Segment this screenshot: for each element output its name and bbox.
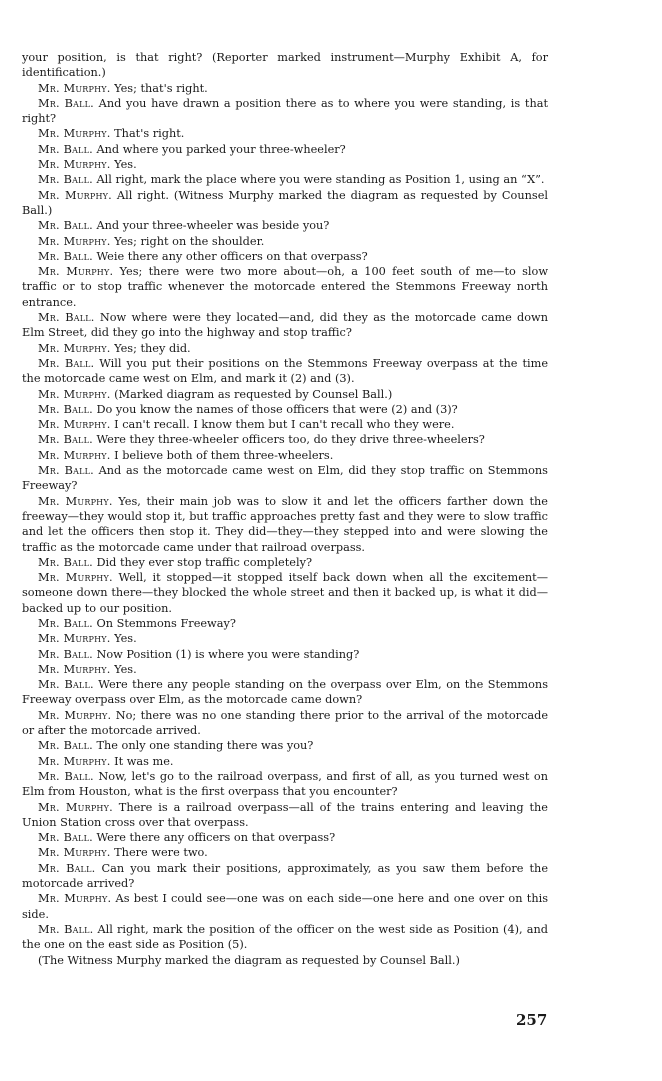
paragraph-text: Well, it stopped—it stopped itself back down when all the excitement—someone down there—they blocked the whole street and then it backed up, is what it did—backed up to our position. — [22, 571, 548, 615]
paragraph-text: Yes; there were two more about—oh, a 100 feet south of me—to slow traffic or to stop traffic whenever the motorcade entered the Stemmons Freeway north entrance. — [22, 265, 548, 309]
speaker-label: Mr. Ball. — [38, 402, 93, 416]
transcript-paragraph — [22, 157, 548, 172]
paragraph-text: Weie there any other officers on that overpass? — [96, 249, 368, 263]
paragraph-text: Now Position (1) is where you were standing? — [96, 647, 360, 661]
speaker-label: Mr. Ball. — [38, 464, 94, 478]
transcript-paragraph — [22, 81, 548, 96]
paragraph-text: No; there was no one standing there prior to the arrival of the motorcade or after the motorcade arrived. — [22, 708, 548, 738]
paragraph-text: On Stemmons Freeway? — [96, 616, 236, 630]
transcript-paragraph — [22, 953, 548, 968]
paragraph-text: Yes. — [114, 158, 137, 172]
transcript-paragraph — [22, 249, 548, 264]
transcript-paragraph — [22, 463, 548, 494]
speaker-label: Mr. Ball. — [38, 142, 93, 156]
speaker-label: Mr. Ball. — [38, 249, 93, 263]
paragraph-text: All right. (Witness Murphy marked the diagram as requested by Counsel Ball.) — [22, 188, 548, 217]
speaker-label: Mr. Ball. — [38, 356, 95, 370]
paragraph-text: Yes, their main job was to slow it and let the officers farther down the freeway—they would stop it, but traffic approaches pretty fast and they were to slow traffic and let the officers then stop it. They did—they—they stepped into and were slowing the traffic as the motorcade came under that railroad overpass. — [22, 494, 548, 554]
speaker-label: Mr. Murphy. — [38, 127, 111, 141]
transcript-paragraph — [22, 861, 548, 892]
transcript-paragraph — [22, 417, 548, 432]
paragraph-text: Were there any people standing on the overpass over Elm, on the Stemmons Freeway overpass over Elm, as the motorcade came down? — [22, 678, 549, 707]
speaker-label: Mr. Ball. — [38, 678, 94, 692]
transcript-paragraph — [22, 234, 548, 249]
speaker-label: Mr. Murphy. — [38, 632, 111, 646]
speaker-label: Mr. Ball. — [38, 616, 93, 630]
paragraph-text: There is a railroad overpass—all of the trains entering and leaving the Union Station cross over that overpass. — [22, 800, 548, 829]
transcript-paragraph — [22, 494, 548, 555]
speaker-label: Mr. Murphy. — [38, 188, 112, 202]
transcript-paragraph — [22, 448, 548, 463]
speaker-label: Mr. Murphy. — [38, 571, 113, 585]
transcript-paragraph — [22, 845, 548, 860]
transcript-paragraph — [22, 218, 548, 233]
speaker-label: Mr. Ball. — [38, 311, 95, 325]
paragraph-text: As best I could see—one was on each side—one here and one over on this side. — [22, 892, 548, 921]
speaker-label: Mr. Murphy. — [38, 265, 114, 279]
paragraph-text: Will you put their positions on the Stemmons Freeway overpass at the time the motorcade came west on Elm, and mark it (2) and (3). — [22, 356, 549, 386]
transcript-paragraph — [22, 754, 548, 769]
speaker-label: Mr. Murphy. — [38, 662, 111, 676]
transcript-paragraph — [22, 922, 548, 953]
speaker-label: Mr. Ball. — [38, 861, 96, 875]
paragraph-text: Yes; they did. — [114, 341, 191, 355]
transcript-paragraph — [22, 570, 548, 616]
speaker-label: Mr. Murphy. — [38, 341, 111, 355]
paragraph-text: Yes. — [114, 632, 137, 646]
speaker-label: Mr. Ball. — [38, 96, 94, 110]
speaker-label: Mr. Murphy. — [38, 448, 111, 462]
speaker-label: Mr. Murphy. — [38, 800, 113, 814]
paragraph-text: Were there any officers on that overpass? — [96, 831, 336, 845]
speaker-label: Mr. Murphy. — [38, 708, 112, 722]
transcript-paragraph — [22, 830, 548, 845]
paragraph-text: And as the motorcade came west on Elm, did they stop traffic on Stemmons Freeway? — [22, 464, 548, 493]
transcript-paragraph — [22, 616, 548, 631]
speaker-label: Mr. Murphy. — [38, 234, 111, 248]
transcript-paragraph — [22, 631, 548, 646]
speaker-label: Mr. Ball. — [38, 739, 93, 753]
transcript-paragraph — [22, 96, 548, 127]
transcript-paragraph — [22, 356, 548, 387]
page-number: 257 — [516, 1011, 548, 1029]
speaker-label: Mr. Murphy. — [38, 418, 111, 432]
transcript-paragraph — [22, 387, 548, 402]
speaker-label: Mr. Ball. — [38, 647, 93, 661]
transcript-paragraph — [22, 402, 548, 417]
paragraph-text: Do you know the names of those officers that were (2) and (3)? — [96, 402, 458, 416]
paragraph-text: There were two. — [114, 846, 208, 860]
paragraph-text: I can't recall. I know them but I can't recall who they were. — [114, 418, 455, 432]
speaker-label: Mr. Murphy. — [38, 387, 111, 401]
speaker-label: Mr. Ball. — [38, 831, 93, 845]
transcript-paragraph — [22, 310, 548, 341]
transcript-paragraph — [22, 50, 548, 81]
paragraph-text: That's right. — [114, 127, 185, 141]
paragraph-text: All right, mark the place where you were standing as Position 1, using an “X”. — [96, 173, 545, 187]
transcript-paragraph — [22, 708, 548, 739]
speaker-label: Mr. Ball. — [38, 433, 93, 447]
transcript-paragraph — [22, 264, 548, 310]
paragraph-text: And where you parked your three-wheeler? — [96, 142, 346, 156]
transcript-paragraph — [22, 647, 548, 662]
paragraph-text: Yes. — [114, 662, 137, 676]
transcript-paragraph — [22, 555, 548, 570]
speaker-label: Mr. Murphy. — [38, 158, 111, 172]
speaker-label: Mr. Murphy. — [38, 754, 111, 768]
paragraph-text: And your three-wheeler was beside you? — [96, 219, 330, 233]
speaker-label: Mr. Murphy. — [38, 494, 113, 508]
transcript-paragraph — [22, 432, 548, 447]
speaker-label: Mr. Ball. — [38, 555, 93, 569]
paragraph-text: Now, let's go to the railroad overpass, and first of all, as you turned west on Elm from Houston, what is the first overpass that you encounter? — [22, 769, 548, 799]
paragraph-text: It was me. — [114, 754, 174, 768]
speaker-label: Mr. Ball. — [38, 173, 93, 187]
paragraph-text: All right, mark the position of the officer on the west side as Position (4), and the one on the east side as Position (5). — [22, 922, 548, 952]
paragraph-text: Can you mark their positions, approximately, as you saw them before the motorcade arrived? — [22, 861, 549, 891]
paragraph-text: Were they three-wheeler officers too, do they drive three-wheelers? — [96, 433, 485, 447]
transcript-paragraph — [22, 738, 548, 753]
speaker-label: Mr. Ball. — [38, 219, 93, 233]
paragraph-text: (Marked diagram as requested by Counsel Ball.) — [114, 387, 393, 401]
transcript-paragraph — [22, 188, 548, 219]
transcript-body — [22, 50, 548, 968]
speaker-label: Mr. Ball. — [38, 922, 94, 936]
paragraph-text: Yes; that's right. — [114, 81, 208, 95]
speaker-label: Mr. Murphy. — [38, 892, 112, 906]
paragraph-text: I believe both of them three-wheelers. — [114, 448, 334, 462]
speaker-label: Mr. Ball. — [38, 769, 94, 783]
transcript-paragraph — [22, 662, 548, 677]
transcript-paragraph — [22, 891, 548, 922]
speaker-label: Mr. Murphy. — [38, 81, 111, 95]
transcript-paragraph — [22, 341, 548, 356]
transcript-paragraph — [22, 142, 548, 157]
paragraph-text: Did they ever stop traffic completely? — [96, 555, 313, 569]
paragraph-text: Now where were they located—and, did they as the motorcade came down Elm Street, did they go into the highway and stop traffic? — [22, 311, 549, 340]
paragraph-text: your position, is that right? (Reporter marked instrument—Murphy Exhibit A, for identification.) — [22, 51, 548, 80]
paragraph-text: And you have drawn a position there as to where you were standing, is that right? — [22, 96, 548, 126]
transcript-paragraph — [22, 126, 548, 141]
transcript-paragraph — [22, 769, 548, 800]
paragraph-text: (The Witness Murphy marked the diagram as requested by Counsel Ball.) — [38, 953, 460, 967]
speaker-label: Mr. Murphy. — [38, 846, 111, 860]
transcript-paragraph — [22, 172, 548, 187]
paragraph-text: The only one standing there was you? — [96, 739, 314, 753]
paragraph-text: Yes; right on the shoulder. — [114, 234, 265, 248]
transcript-paragraph — [22, 677, 548, 708]
transcript-paragraph — [22, 800, 548, 831]
